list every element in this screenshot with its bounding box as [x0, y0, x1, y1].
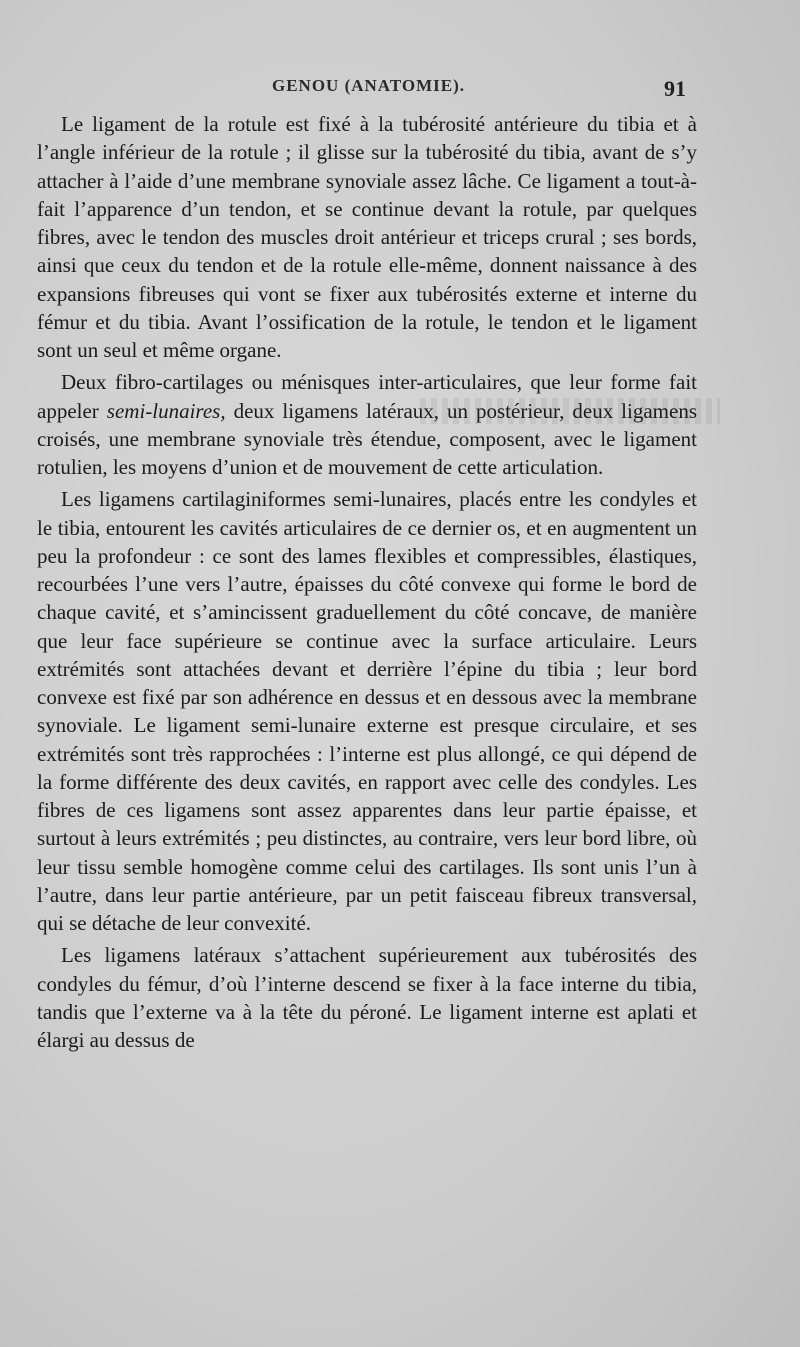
paragraph-ligamens-semi-lunaires: Les ligamens cartilaginiformes semi-lunaires, placés entre les condyles et le tibia, entourent les cavités articulaires de ce dernier os, et en augmentent un peu la profondeur : ce sont des lames flexibles et compressibles, élastiques, recourbées l’une vers l’autre, épaisses du côté convexe qui forme le bord de chaque cavité, et s’amincissent graduellement du côté concave, de manière que leur face supérieure se continue avec la surface articulaire. Leurs extrémités sont attachées devant et derrière l’épine du tibia ; leur bord convexe est fixé par son adhérence en dessus et en dessous avec la membrane synoviale. Le ligament semi-lunaire externe est presque circulaire, et ses extrémités sont très rapprochées : l’interne est plus allongé, ce qui dépend de la forme différente des deux cavités, en rapport avec celle des condyles. Les fibres de ces ligamens sont assez apparentes dans leur partie épaisse, et surtout à leurs extrémités ; peu distinctes, au contraire, vers leur bord libre, où leur tissu semble homogène comme celui des cartilages. Ils sont unis l’un à l’autre, dans leur partie antérieure, par un petit faisceau fibreux transversal, qui se détache de leur convexité. — [37, 487, 697, 935]
running-head — [0, 76, 800, 106]
running-title: GENOU (ANATOMIE). — [272, 76, 465, 95]
paragraph-ligamens-lateraux: Les ligamens latéraux s’attachent supérieurement aux tubérosités des condyles du fémur, d’où l’interne descend se fixer à la face interne du tibia, tandis que l’externe va à la tête du péroné. Le ligament interne est aplati et élargi au dessus de — [37, 943, 697, 1052]
page-number: 91 — [664, 76, 686, 101]
paragraph-fibro-cartilages — [37, 368, 697, 481]
body-text — [37, 110, 697, 1054]
paragraph-text: Deux fibro-cartilages ou ménisques inter-articulaires, que leur forme fait appeler — [37, 370, 697, 423]
italic-term: semi-lunaires, — [106, 398, 226, 423]
paragraph-ligament-rotule: Le ligament de la rotule est fixé à la tubérosité antérieure du tibia et à l’angle inférieur de la rotule ; il glisse sur la tubérosité du tibia, avant de s’y attacher à l’aide d’une membrane synoviale assez lâche. Ce ligament a tout-à-fait l’apparence d’un tendon, et se continue devant la rotule, par quelques fibres, avec le tendon des muscles droit antérieur et triceps crural ; ses bords, ainsi que ceux du tendon et de la rotule elle-même, donnent naissance à des expansions fibreuses qui vont se fixer aux tubérosités externe et interne du fémur et du tibia. Avant l’ossification de la rotule, le tendon et le ligament sont un seul et même organe. — [37, 112, 697, 362]
paragraph-text: deux ligamens latéraux, un postérieur, deux ligamens croisés, une membrane synoviale très étendue, composent, avec le ligament rotulien, les moyens d’union et de mouvement de cette articulation. — [37, 398, 697, 479]
